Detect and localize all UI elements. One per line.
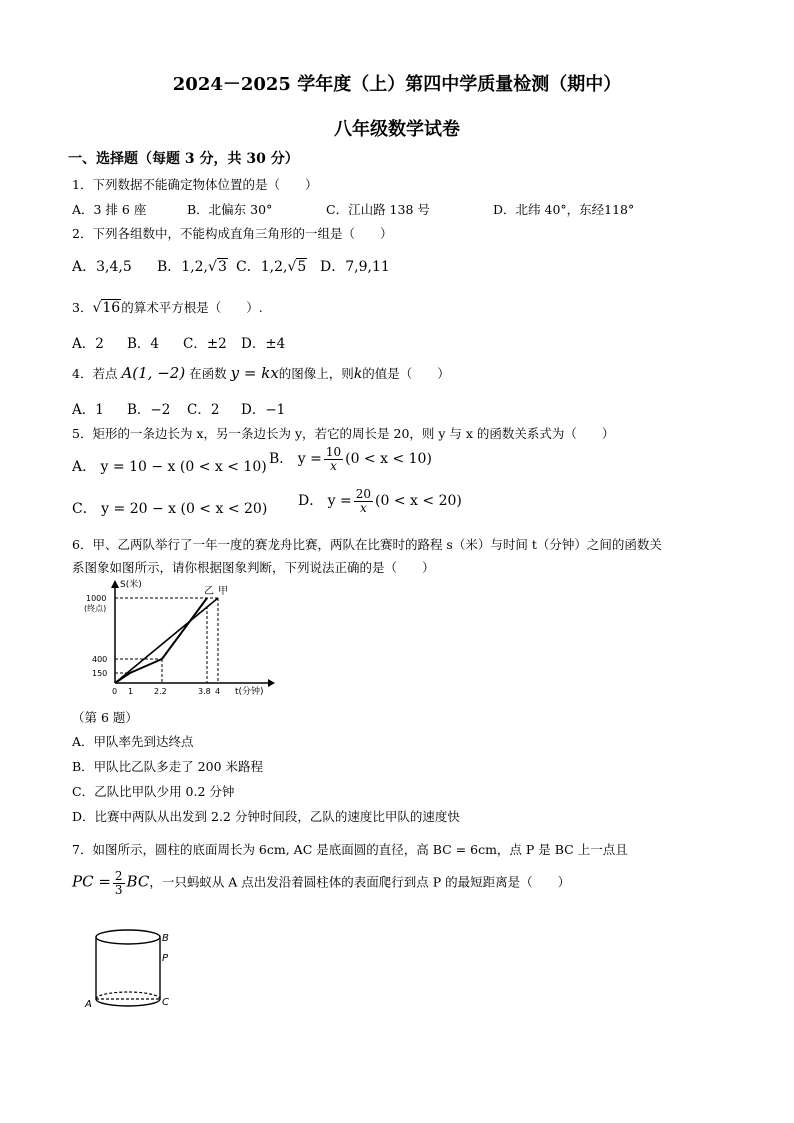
series-label-jia: 甲: [218, 586, 228, 597]
x-axis-label: t(分钟): [235, 687, 264, 697]
q5-option-b-prefix: B． y =: [269, 451, 322, 468]
series-yi-line: [115, 598, 207, 683]
fraction-denominator: x: [330, 458, 337, 473]
q5-option-d-prefix: D． y =: [298, 493, 352, 510]
y-tick-1000: 1000: [86, 594, 107, 603]
sqrt-sign: √: [287, 259, 297, 275]
x-tick-3.8: 3.8: [198, 687, 211, 696]
label-b: B: [162, 933, 169, 944]
q7-stem-line1: 7．如图所示，圆柱的底面周长为 6cm, AC 是底面圆的直径，高 BC = 6cm，点 P 是 BC 上一点且: [72, 842, 628, 857]
exam-subtitle: 八年级数学试卷: [334, 119, 460, 140]
q1-option-d: D．北纬 40°，东经118°: [493, 202, 635, 217]
q1-option-c: C．江山路 138 号: [326, 202, 430, 217]
section-heading: 一、选择题（每题 3 分，共 30 分）: [68, 151, 299, 167]
q7-stem-line2: [72, 870, 570, 896]
q2-option-d: D．7,9,11: [320, 259, 390, 275]
series-jia-line: [115, 598, 218, 683]
q3-radicand: 16: [102, 300, 121, 316]
q7-fraction: [113, 870, 125, 896]
q2-stem: 2．下列各组数中，不能构成直角三角形的一组是（ ）: [72, 226, 393, 241]
q6-option-c: C．乙队比甲队少用 0.2 分钟: [72, 784, 235, 799]
q2-option-c-prefix: C．1,2,: [236, 259, 288, 275]
q1-stem: 1．下列数据不能确定物体位置的是（ ）: [72, 177, 318, 192]
x-tick-0: 0: [112, 687, 118, 696]
q3-option-d: D．±4: [241, 336, 286, 352]
cylinder-bottom-back: [96, 992, 160, 999]
label-p: P: [162, 953, 169, 964]
q3-stem-text: 的算术平方根是（ ）.: [121, 300, 263, 315]
fraction-denominator: 3: [114, 882, 123, 897]
y-tick-400: 400: [92, 655, 108, 664]
q7-stem-line2-text: ，一只蚂蚁从 A 点出发沿着圆柱体的表面爬行到点 P 的最短距离是（ ）: [149, 874, 571, 890]
q4-prefix: 4．若点: [72, 366, 118, 381]
y-axis-label: S(米): [120, 580, 142, 590]
q3-option-b: B．4: [127, 336, 160, 352]
fraction-numerator: 20: [355, 487, 372, 501]
q7-bc: BC: [126, 872, 150, 891]
q2-option-b: [157, 256, 228, 276]
y-tick-150: 150: [92, 669, 108, 678]
q6-stem-line1: 6．甲、乙两队举行了一年一度的赛龙舟比赛，两队在比赛时的路程 s（米）与时间 t（分钟）之间的函数关: [72, 537, 662, 552]
x-tick-1: 1: [128, 687, 134, 696]
q5-option-b: [269, 446, 432, 472]
q6-distance-time-graph: [70, 578, 280, 703]
q3-option-a: A．2: [72, 336, 104, 352]
q2-option-b-prefix: B．1,2,: [157, 259, 209, 275]
label-a: A: [85, 999, 92, 1010]
q3-number: 3．: [72, 300, 93, 315]
q4-k: k: [353, 366, 363, 382]
q1-option-a: A．3 排 6 座: [72, 202, 147, 217]
q5-option-d-fraction: [354, 488, 373, 514]
q7-cylinder-figure: [80, 925, 190, 1020]
q4-mid: 在函数: [189, 366, 227, 381]
sqrt-sign: √: [208, 259, 217, 275]
q5-option-d: [298, 488, 462, 514]
q6-option-a: A．甲队率先到达终点: [72, 734, 194, 749]
fraction-numerator: 2: [114, 869, 123, 883]
sqrt-sign: √: [92, 300, 102, 316]
label-c: C: [162, 997, 169, 1008]
q5-option-d-domain: (0 < x < 20): [375, 493, 462, 510]
q2-option-c: [236, 256, 307, 276]
q5-option-c: C． y = 20 − x (0 < x < 20): [72, 501, 268, 517]
q3-option-c: C．±2: [183, 336, 227, 352]
x-tick-4: 4: [215, 687, 221, 696]
x-axis-arrow-icon: [268, 679, 275, 687]
q4-function: y = kx: [230, 364, 279, 382]
y-axis-arrow-icon: [111, 580, 119, 588]
q4-option-d: D．−1: [241, 402, 286, 418]
q2-option-c-radicand: 5: [297, 259, 307, 275]
cylinder-top-ellipse: [96, 930, 160, 944]
q6-caption: （第 6 题）: [72, 710, 138, 725]
fraction-denominator: x: [360, 500, 367, 515]
exam-title: 2024－2025 学年度（上）第四中学质量检测（期中）: [172, 74, 622, 95]
fraction-numerator: 10: [325, 445, 342, 459]
q2-option-b-radicand: 3: [217, 259, 227, 275]
q3-stem: [72, 298, 263, 316]
q6-stem-line2: 系图象如图所示，请你根据图象判断，下列说法正确的是（ ）: [72, 560, 435, 575]
q4-option-a: A．1: [72, 402, 104, 418]
q1-option-b: B．北偏东 30°: [187, 202, 273, 217]
cylinder-bottom-front: [96, 999, 160, 1006]
q2-option-a: A．3,4,5: [72, 259, 132, 275]
q5-option-b-domain: (0 < x < 10): [345, 451, 432, 468]
y-tick-finish: (终点): [84, 604, 107, 613]
q4-post1: 的图像上，则: [278, 366, 354, 381]
q5-option-a: A． y = 10 − x (0 < x < 10): [72, 459, 267, 475]
q6-option-d: D．比赛中两队从出发到 2.2 分钟时间段，乙队的速度比甲队的速度快: [72, 809, 460, 824]
q7-pc-label: PC =: [72, 872, 111, 891]
q4-option-b: B．−2: [127, 402, 171, 418]
x-tick-2.2: 2.2: [154, 687, 167, 696]
q4-stem: [72, 364, 450, 382]
q5-stem: 5．矩形的一条边长为 x，另一条边长为 y，若它的周长是 20，则 y 与 x 的函数关系式为（ ）: [72, 426, 615, 441]
q4-post2: 的值是（ ）: [362, 366, 450, 381]
q4-option-c: C．2: [187, 402, 220, 418]
q4-point: A(1, −2): [121, 364, 186, 382]
q6-option-b: B．甲队比乙队多走了 200 米路程: [72, 759, 263, 774]
q5-option-b-fraction: [324, 446, 343, 472]
series-label-yi: 乙: [204, 586, 214, 597]
